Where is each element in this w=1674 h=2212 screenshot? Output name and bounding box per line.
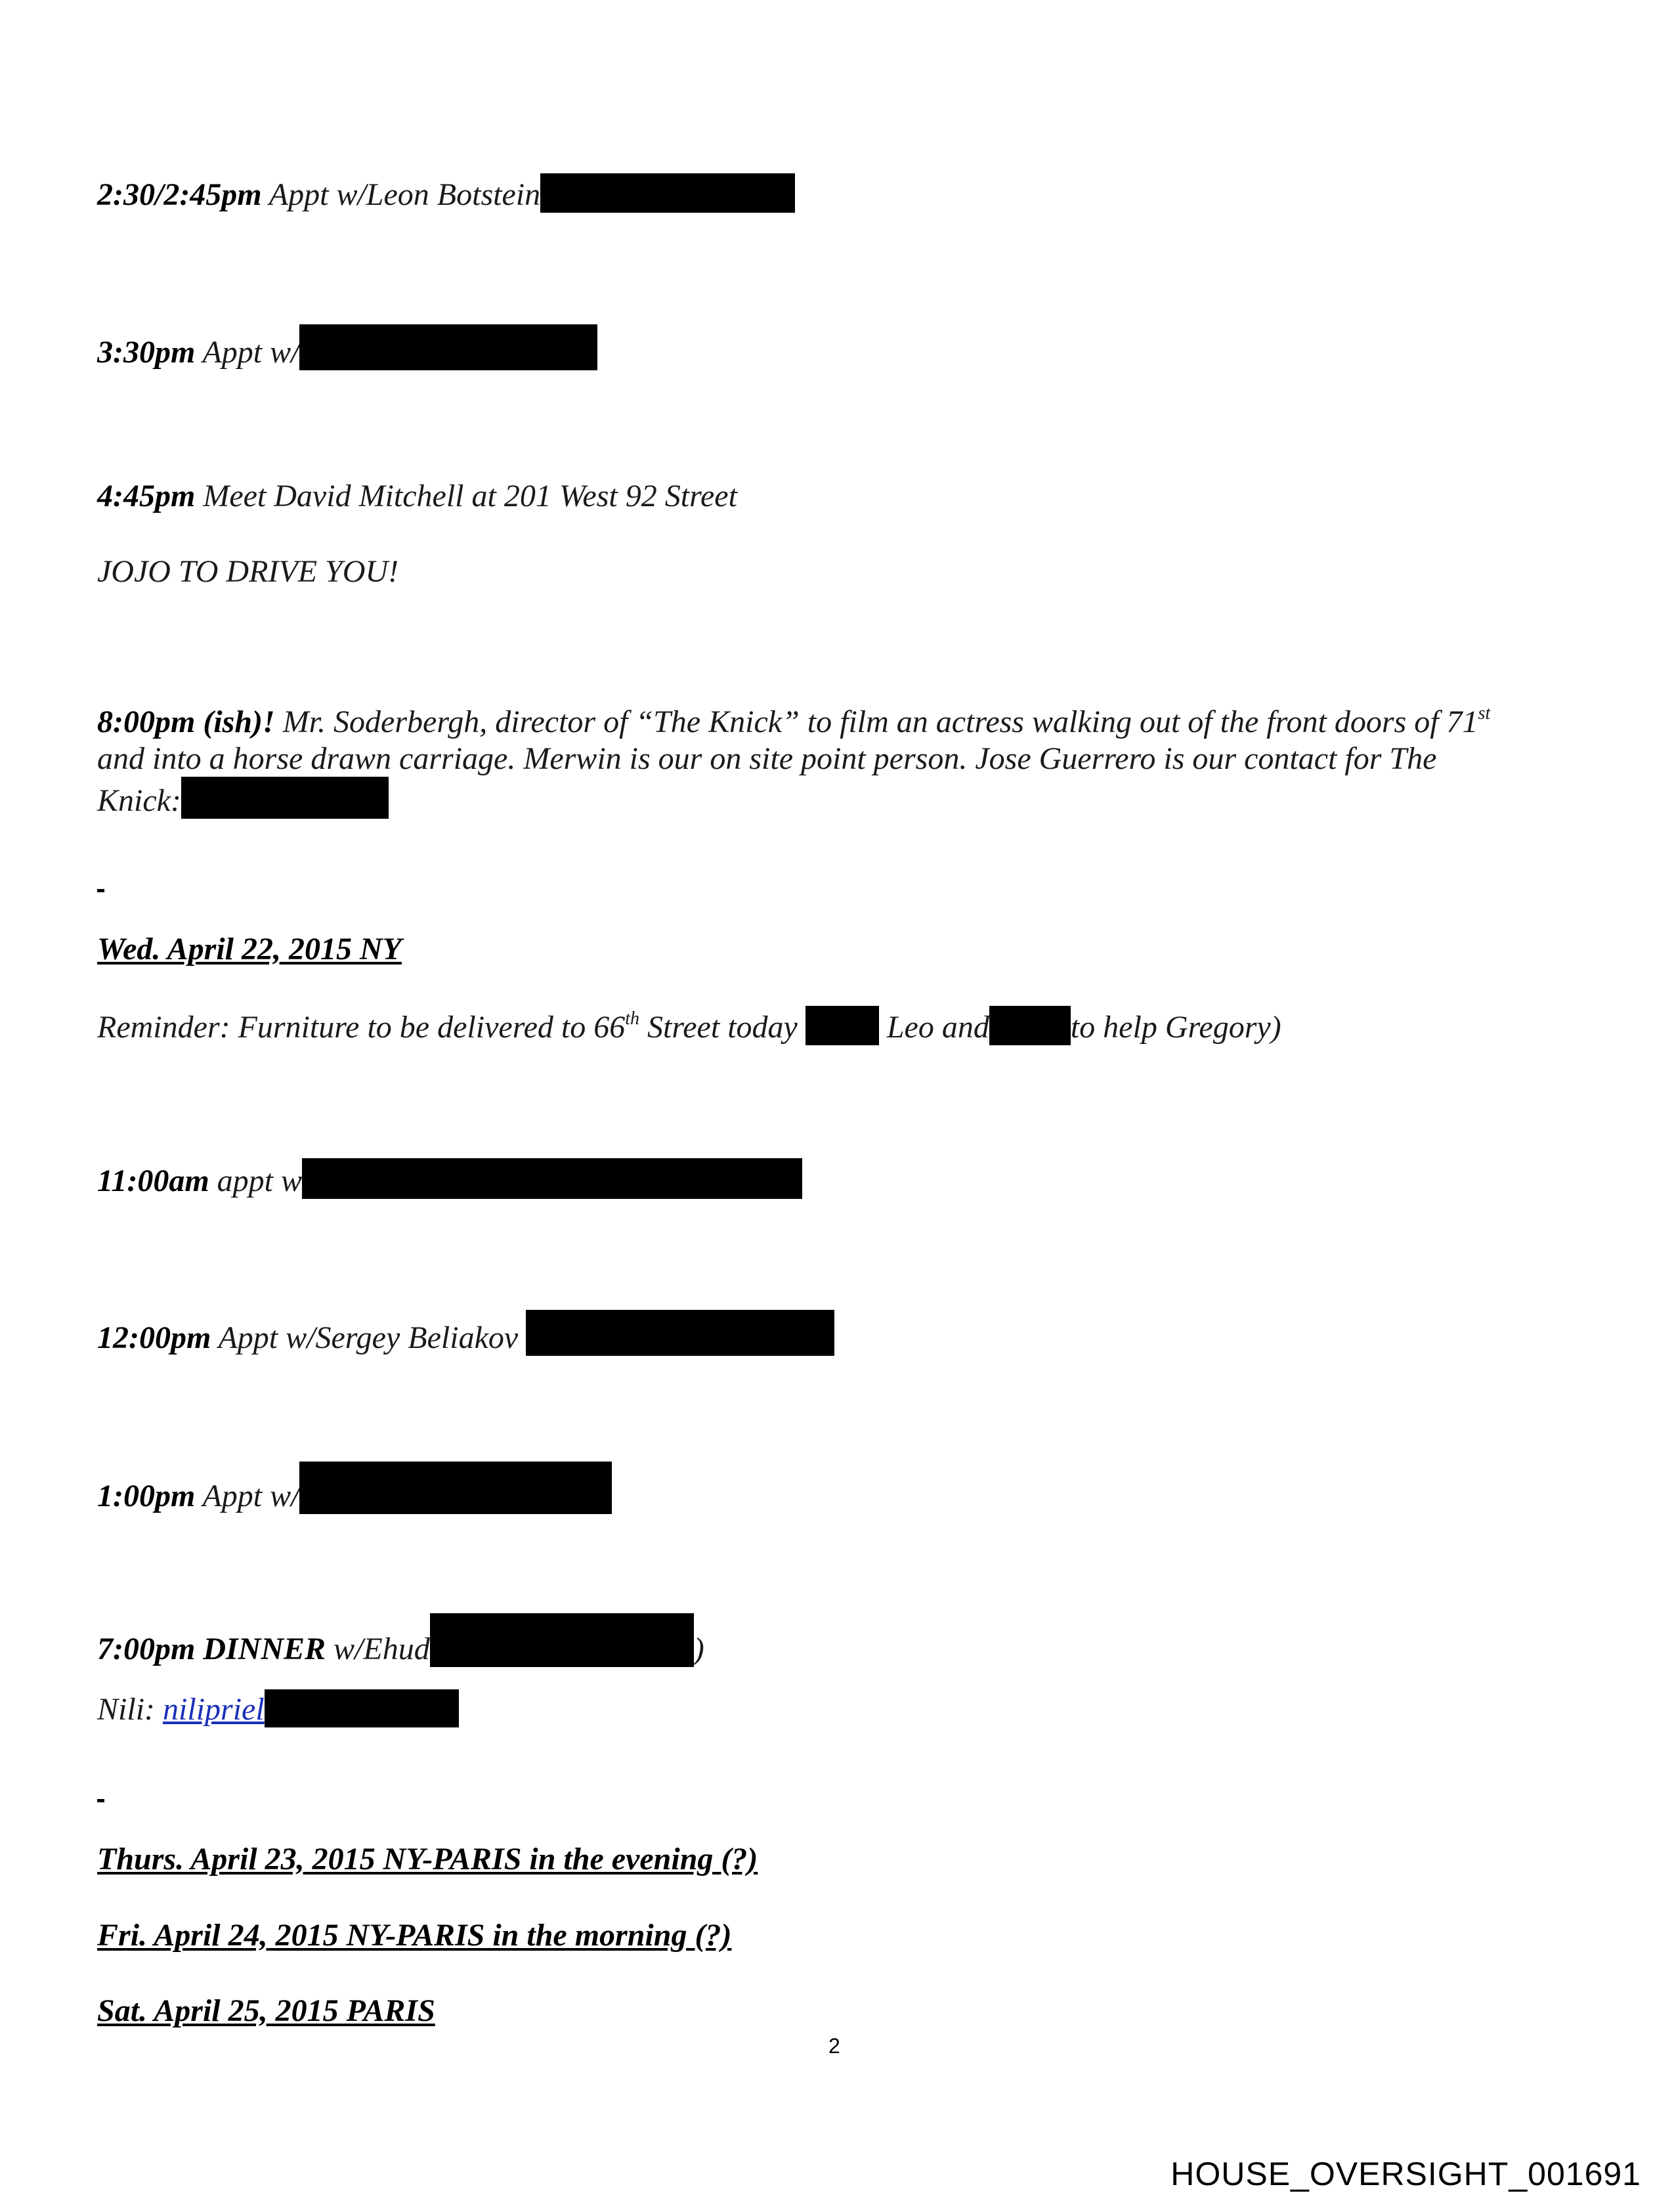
day-heading: Thurs. April 23, 2015 NY-PARIS in the evening (?) — [97, 1842, 758, 1876]
redaction-block — [265, 1689, 459, 1727]
day-heading: Fri. April 24, 2015 NY-PARIS in the morning (?) — [97, 1918, 732, 1953]
day-heading: Sat. April 25, 2015 PARIS — [97, 1993, 435, 2028]
day-heading: Wed. April 22, 2015 NY — [97, 932, 402, 966]
reminder-text: to help Gregory) — [1070, 1010, 1281, 1045]
entry-botstein — [97, 173, 795, 214]
entry-time: 12:00pm — [97, 1320, 211, 1355]
entry-text: Appt w/Sergey Beliakov — [218, 1320, 519, 1355]
entry-time: 8:00pm (ish)! — [97, 705, 275, 739]
reminder-text: Reminder: Furniture to be delivered to 66 — [97, 1010, 626, 1045]
entry-text: Appt w/ — [202, 1479, 300, 1513]
entry-time: 4:45pm — [97, 479, 196, 513]
entry-soderbergh-line3 — [97, 777, 389, 820]
entry-time: 7:00pm DINNER — [97, 1632, 326, 1666]
entry-soderbergh-line2: and into a horse drawn carriage. Merwin is our on site point person. Jose Guerrero is our contact for The — [97, 741, 1437, 776]
redaction-block — [430, 1613, 694, 1667]
reminder-text: Street today — [639, 1010, 805, 1045]
entry-text: Appt w/ — [202, 335, 300, 370]
entry-text: Knick: — [97, 783, 181, 818]
entry-time: 11:00am — [97, 1163, 209, 1198]
email-link[interactable]: nilipriel — [163, 1692, 265, 1727]
entry-text: Mr. Soderbergh, director of “The Knick” to film an actress walking out of the front doors of 71 — [282, 705, 1478, 739]
separator-dash — [97, 889, 104, 892]
redaction-block — [299, 324, 597, 370]
redaction-block — [302, 1158, 802, 1199]
entry-dinner — [97, 1613, 704, 1668]
bates-stamp: HOUSE_OVERSIGHT_001691 — [1170, 2156, 1641, 2192]
nili-label: Nili: — [97, 1692, 163, 1727]
separator-dash — [97, 1799, 104, 1802]
entry-time: 1:00pm — [97, 1479, 196, 1513]
reminder-line — [97, 1006, 1281, 1047]
redaction-block — [181, 777, 389, 819]
reminder-text: Leo and — [878, 1010, 989, 1045]
entry-text: ) — [693, 1632, 704, 1666]
redaction-block — [989, 1006, 1071, 1045]
redaction-block — [805, 1006, 879, 1045]
superscript: st — [1478, 703, 1491, 724]
entry-100 — [97, 1462, 612, 1515]
entry-text: Meet David Mitchell at 201 West 92 Street — [203, 479, 737, 513]
entry-note: JOJO TO DRIVE YOU! — [97, 554, 399, 589]
entry-1100 — [97, 1158, 802, 1200]
entry-text: appt w — [217, 1163, 303, 1198]
entry-text: Appt w/Leon Botstein — [268, 177, 541, 212]
entry-time: 3:30pm — [97, 335, 196, 370]
entry-330 — [97, 324, 597, 372]
entry-time: 2:30/2:45pm — [97, 177, 262, 212]
entry-text: w/Ehud — [333, 1632, 430, 1666]
entry-mitchell — [97, 477, 737, 515]
redaction-block — [299, 1462, 612, 1514]
page-number: 2 — [828, 2034, 840, 2058]
entry-beliakov — [97, 1310, 834, 1357]
superscript: th — [625, 1008, 640, 1029]
redaction-block — [540, 173, 795, 213]
nili-line — [97, 1689, 459, 1729]
redaction-block — [526, 1310, 834, 1356]
entry-soderbergh — [97, 703, 1490, 741]
